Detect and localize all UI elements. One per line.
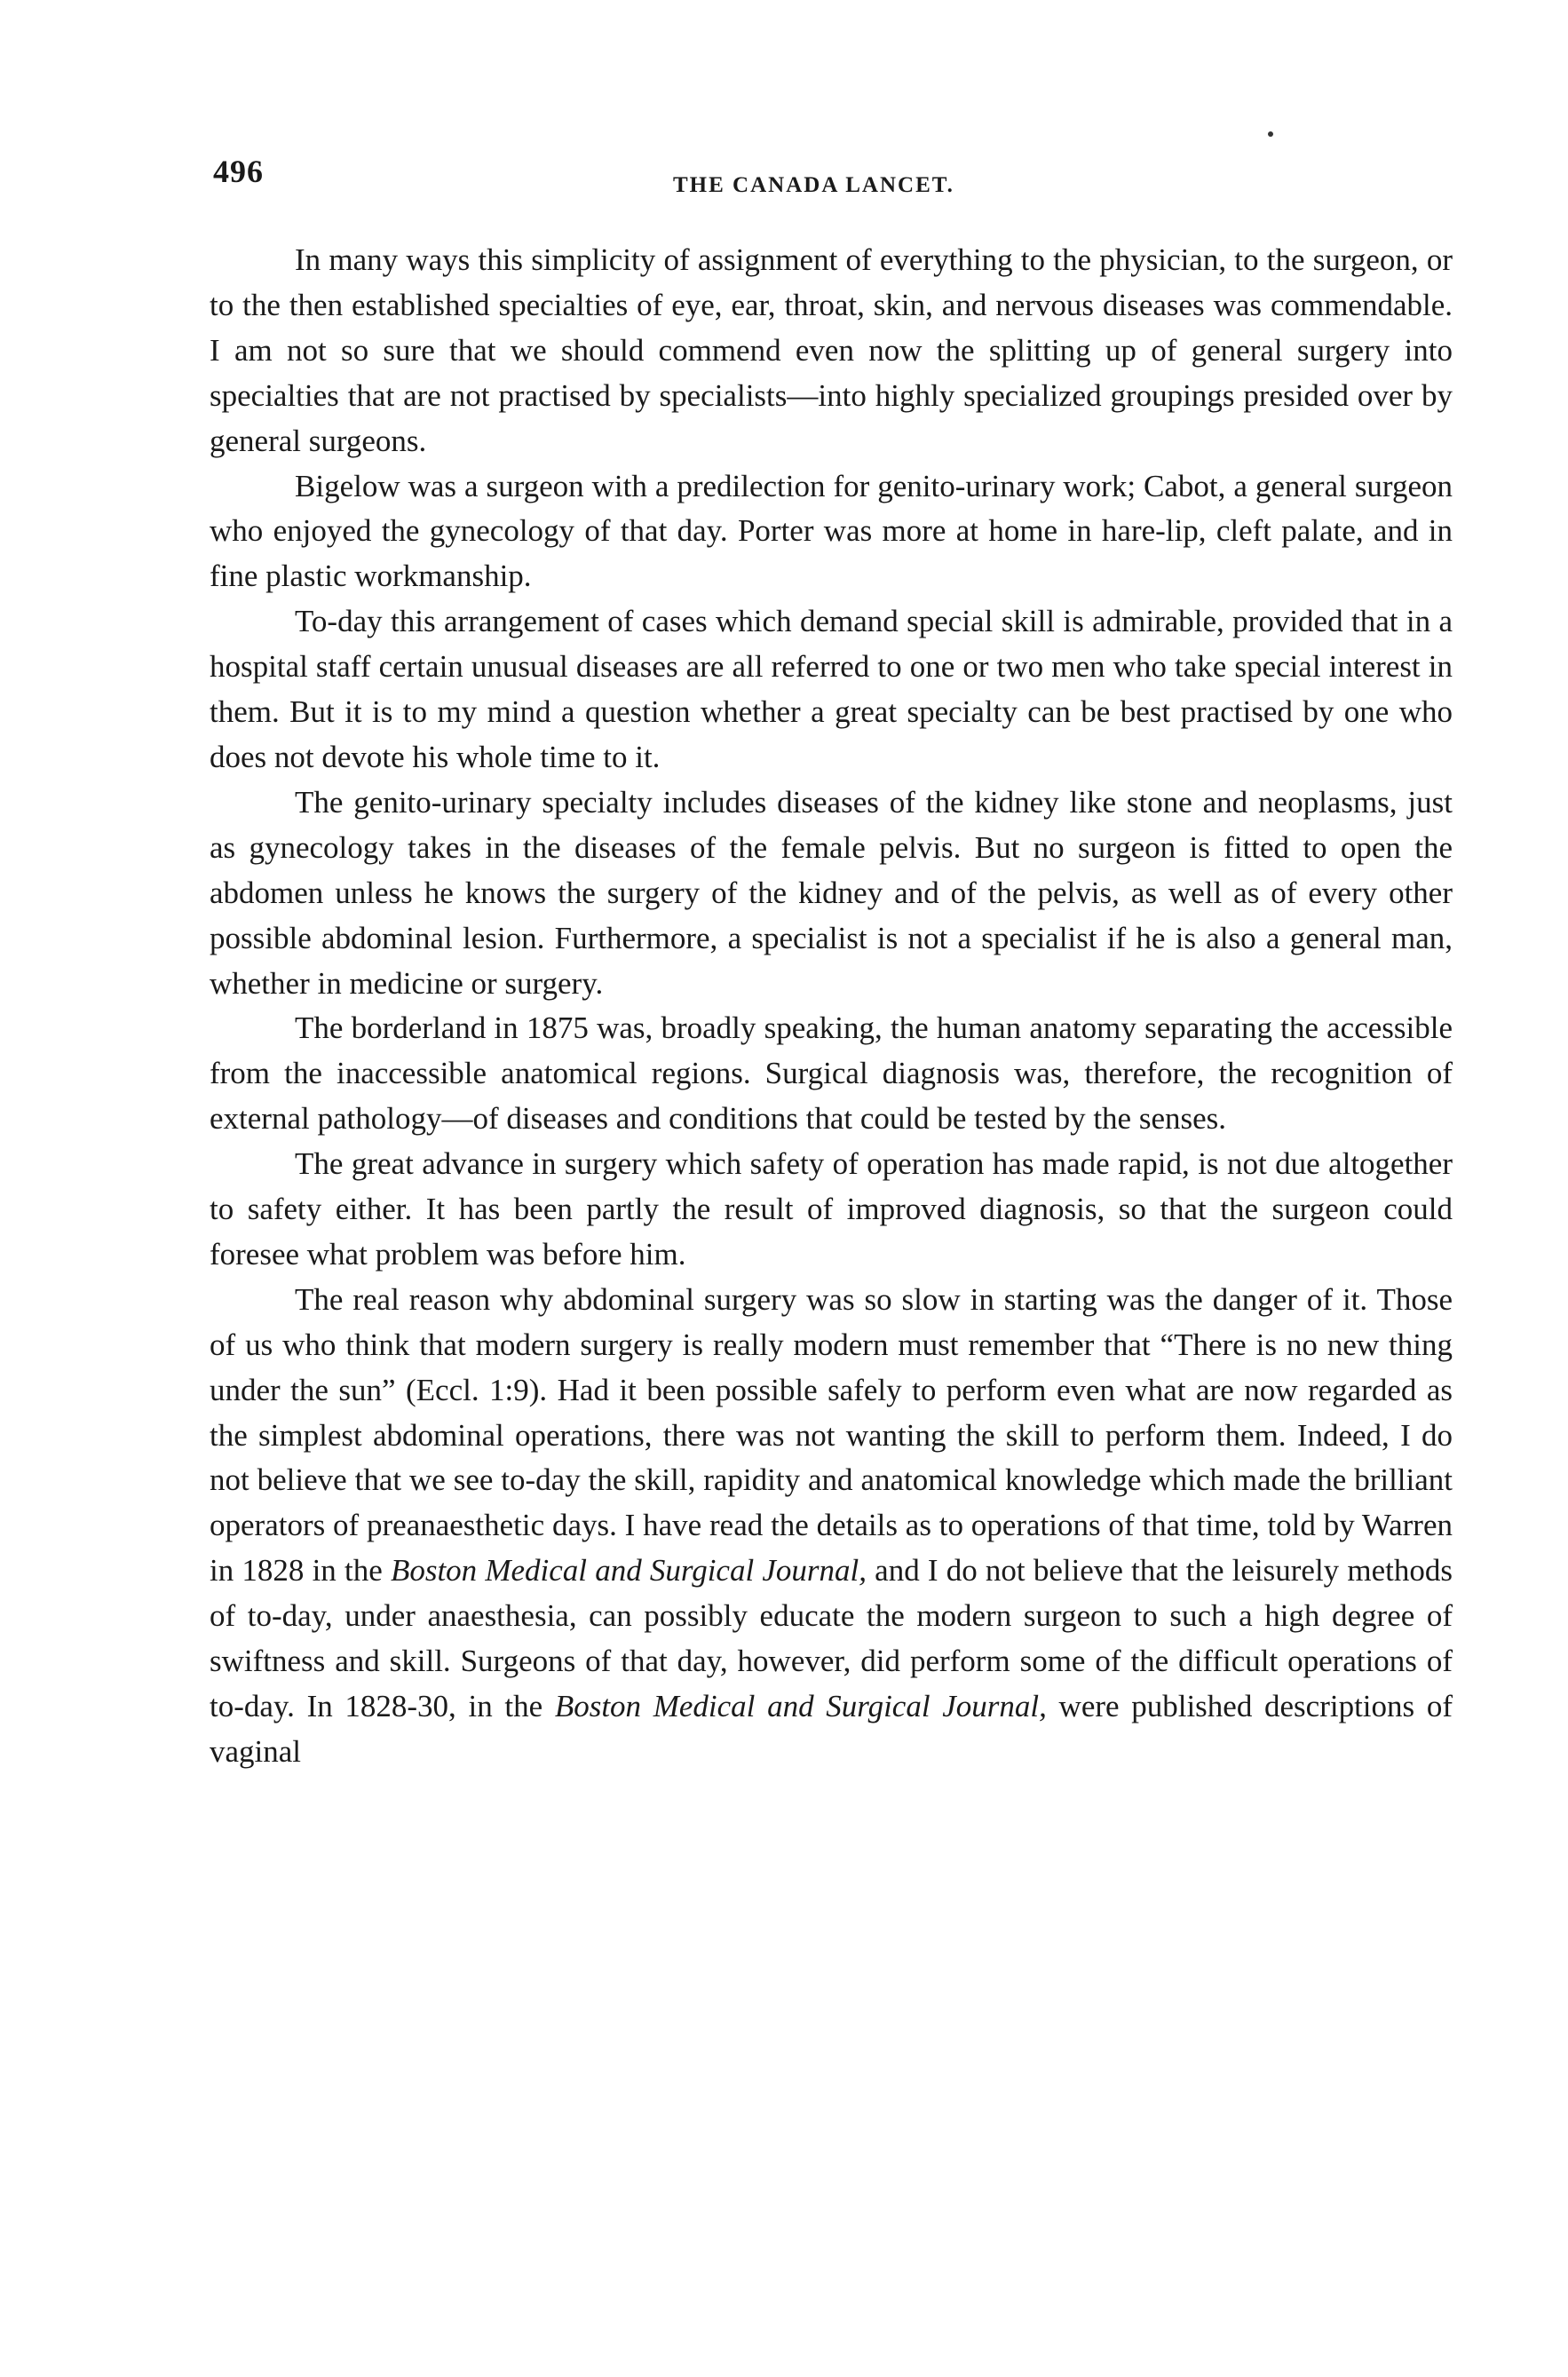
paragraph-great-advance: The great advance in surgery which safety of operation has made rapid, is not due altogether to safety either. It has been partly the result of improved diagnosis, so that the surgeon could foresee what problem was before him.: [210, 1146, 1453, 1272]
paragraph-genito-urinary: The genito-urinary specialty includes diseases of the kidney like stone and neoplasms, just as gynecology takes in the diseases of the female pelvis. But no surgeon is fitted to open the abdomen unless he knows the surgery of the kidney and of the pelvis, as well as of every other possible abdominal lesion. Furthermore, a specialist is not a specialist if he is also a general man, whether in medicine or surgery.: [210, 784, 1453, 1001]
paragraph-real-reason: [210, 1278, 1453, 1775]
ink-speck: [1268, 131, 1273, 137]
paragraph-text-3: were published descriptions of vaginal: [210, 1689, 1453, 1769]
paragraph-bigelow: Bigelow was a surgeon with a predilection for genito-urinary work; Cabot, a general surgeon who enjoyed the gynecology of that day. Porter was more at home in hare-lip, cleft palate, and in fine plastic workmanship.: [210, 468, 1453, 594]
paragraph-specialties: In many ways this simplicity of assignment of everything to the physician, to the surgeon, or to the then established specialties of eye, ear, throat, skin, and nervous diseases was commendable. I am not so sure that we should commend even now the splitting up of general surgery into specialties that are not practised by specialists—into highly specialized groupings presided over by general surgeons.: [210, 242, 1453, 458]
paragraph-borderland: The borderland in 1875 was, broadly speaking, the human anatomy separating the accessible from the inaccessible anatomical regions. Surgical diagnosis was, therefore, the recognition of external pathology—of diseases and conditions that could be tested by the senses.: [210, 1010, 1453, 1137]
article-body: [210, 238, 1453, 1775]
paragraph-today-arrangement: To-day this arrangement of cases which demand special skill is admirable, provided that in a hospital staff certain unusual diseases are all referred to one or two men who take special interest in them. But it is to my mind a question whether a great specialty can be best practised by one who does not devote his whole time to it.: [210, 604, 1453, 774]
journal-title-1: Boston Medical and Surgical Journal,: [390, 1553, 867, 1589]
paragraph-text-1: The real reason why abdominal surgery was so slow in starting was the danger of it. Those of us who think that modern surgery is really modern must remember that “There is no new thing under the sun” (Eccl. 1:9). Had it been possible safely to perform even what are now regarded as the simplest abdominal operations, there was not wanting the skill to perform them. Indeed, I do not believe that we see to-day the skill, rapidity and anatomical knowledge which made the brilliant operators of preanaesthetic days. I have read the details as to operations of that time, told by Warren in 1828 in the: [210, 1281, 1453, 1589]
paragraph-text-2: and I do not believe that the leisurely methods of to-day, under anaesthesia, can possibly educate the modern surgeon to such a high degree of swiftness and skill. Surgeons of that day, however, did perform some of the difficult operations of to-day. In 1828-30, in the: [210, 1553, 1453, 1723]
running-title: THE CANADA LANCET.: [673, 173, 954, 197]
journal-title-2: Boston Medical and Surgical Journal,: [554, 1689, 1047, 1723]
page-number: 496: [213, 154, 264, 189]
